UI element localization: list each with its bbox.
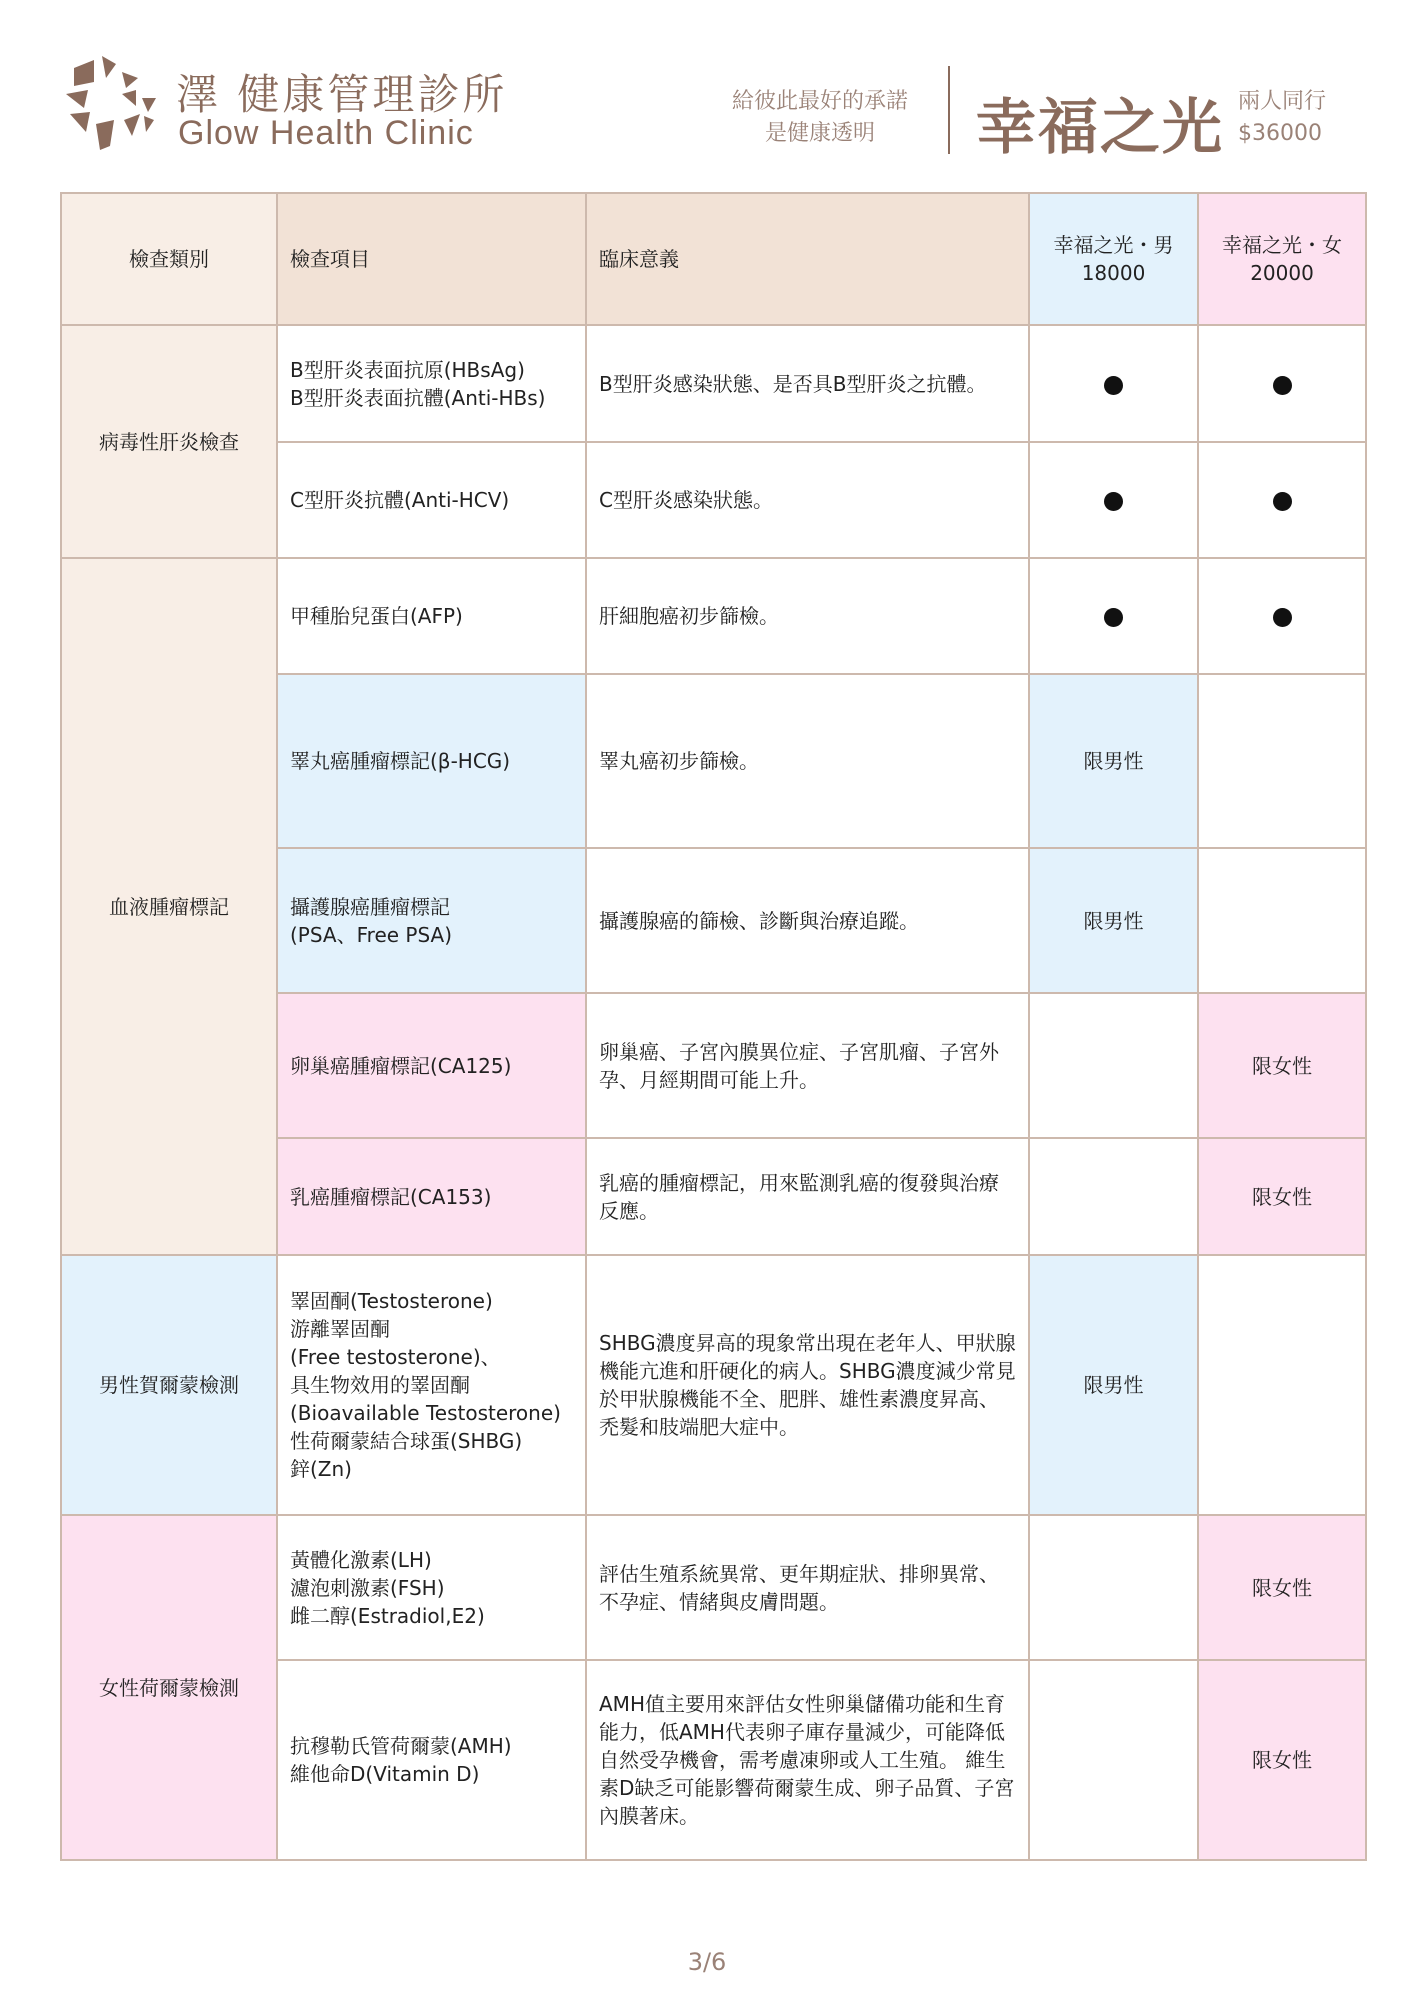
clinic-name-zh: 澤 健康管理診所 <box>176 70 508 119</box>
item-line: (Bioavailable Testosterone) <box>290 1401 561 1425</box>
item-line: 濾泡刺激素(FSH) <box>290 1575 445 1600</box>
meaning-cell: SHBG濃度昇高的現象常出現在老年人、甲狀腺機能亢進和肝硬化的病人。SHBG濃度減少常見於甲狀腺機能不全、肥胖、雄性素濃度昇高、禿髮和肢端肥大症中。 <box>586 1255 1029 1515</box>
meaning-cell: 肝細胞癌初步篩檢。 <box>586 558 1029 674</box>
item-line: 鋅(Zn) <box>290 1457 352 1481</box>
item-line: 黃體化激素(LH) <box>290 1547 432 1572</box>
exam-table <box>60 192 1367 1861</box>
item-line: 雌二醇(Estradiol,E2) <box>290 1603 485 1628</box>
header-category: 檢查類別 <box>61 193 277 325</box>
table-row <box>61 325 1366 442</box>
male-cell: 限男性 <box>1029 1255 1198 1515</box>
meaning-cell: 睪丸癌初步篩檢。 <box>586 674 1029 848</box>
table-row <box>61 558 1366 674</box>
page-header <box>0 0 1414 180</box>
meaning-cell: 攝護腺癌的篩檢、診斷與治療追蹤。 <box>586 848 1029 993</box>
item-cell <box>277 1515 586 1660</box>
female-cell <box>1198 674 1366 848</box>
package-note: 兩人同行 <box>1238 89 1327 114</box>
package-name: 幸福之光 <box>976 93 1224 163</box>
page-number: 3/6 <box>687 1948 727 1976</box>
clinic-logo-icon <box>66 54 158 154</box>
meaning-cell: 卵巢癌、子宮內膜異位症、子宮肌瘤、子宮外孕、月經期間可能上升。 <box>586 993 1029 1138</box>
female-cell <box>1198 558 1366 674</box>
item-cell <box>277 442 586 558</box>
header-divider <box>948 66 950 154</box>
filled-dot-icon <box>1273 492 1292 511</box>
item-line: 攝護腺癌腫瘤標記 <box>290 894 450 919</box>
male-cell <box>1029 442 1198 558</box>
female-cell <box>1198 442 1366 558</box>
item-line: 甲種胎兒蛋白(AFP) <box>290 604 463 628</box>
category-female-hormone: 女性荷爾蒙檢測 <box>61 1515 277 1860</box>
item-line: B型肝炎表面抗原(HBsAg) <box>290 357 525 382</box>
female-cell: 限女性 <box>1198 993 1366 1138</box>
female-cell: 限女性 <box>1198 1515 1366 1660</box>
male-cell <box>1029 558 1198 674</box>
header-meaning: 臨床意義 <box>586 193 1029 325</box>
meaning-cell: AMH值主要用來評估女性卵巢儲備功能和生育能力，低AMH代表卵子庫存量減少，可能降低自然受孕機會，需考慮凍卵或人工生殖。 維生素D缺乏可能影響荷爾蒙生成、卵子品質、子宮內膜著床。 <box>586 1660 1029 1860</box>
male-cell <box>1029 1138 1198 1255</box>
meaning-cell: 評估生殖系統異常、更年期症狀、排卵異常、不孕症、情緒與皮膚問題。 <box>586 1515 1029 1660</box>
header-male-name: 幸福之光・男 <box>1053 233 1174 257</box>
filled-dot-icon <box>1104 608 1123 627</box>
item-line: 游離睪固酮 <box>290 1317 390 1341</box>
female-cell: 限女性 <box>1198 1660 1366 1860</box>
header-female-name: 幸福之光・女 <box>1222 233 1342 257</box>
item-cell <box>277 993 586 1138</box>
female-cell: 限女性 <box>1198 1138 1366 1255</box>
item-cell <box>277 558 586 674</box>
table-header-row <box>61 193 1366 325</box>
item-cell <box>277 848 586 993</box>
clinic-name-en: Glow Health Clinic <box>178 114 474 152</box>
meaning-cell: B型肝炎感染狀態、是否具B型肝炎之抗體。 <box>586 325 1029 442</box>
meaning-cell: C型肝炎感染狀態。 <box>586 442 1029 558</box>
item-line: (PSA、Free PSA) <box>290 922 453 947</box>
filled-dot-icon <box>1273 608 1292 627</box>
category-tumor: 血液腫瘤標記 <box>61 558 277 1255</box>
category-male-hormone: 男性賀爾蒙檢測 <box>61 1255 277 1515</box>
header-male-price: 18000 <box>1081 261 1146 285</box>
slogan <box>700 86 940 150</box>
male-cell <box>1029 1660 1198 1860</box>
slogan-line-1: 給彼此最好的承諾 <box>731 89 908 114</box>
table-row <box>61 1255 1366 1515</box>
item-line: 具生物效用的睪固酮 <box>290 1373 470 1397</box>
header-female-price: 20000 <box>1250 261 1314 285</box>
meaning-cell: 乳癌的腫瘤標記，用來監測乳癌的復發與治療反應。 <box>586 1138 1029 1255</box>
female-cell <box>1198 848 1366 993</box>
package-price-block <box>1238 86 1326 150</box>
item-line: C型肝炎抗體(Anti-HCV) <box>290 488 510 512</box>
item-line: 乳癌腫瘤標記(CA153) <box>290 1184 492 1209</box>
item-line: 睪丸癌腫瘤標記(β-HCG) <box>290 749 511 773</box>
package-price: $36000 <box>1238 121 1322 146</box>
item-line: 卵巢癌腫瘤標記(CA125) <box>290 1053 512 1078</box>
male-cell <box>1029 1515 1198 1660</box>
item-line: 睪固酮(Testosterone) <box>290 1289 493 1313</box>
male-cell: 限男性 <box>1029 674 1198 848</box>
slogan-line-2: 是健康透明 <box>764 121 875 146</box>
item-cell <box>277 325 586 442</box>
header-item: 檢查項目 <box>277 193 586 325</box>
item-cell <box>277 1138 586 1255</box>
filled-dot-icon <box>1104 376 1123 395</box>
item-line: 抗穆勒氏管荷爾蒙(AMH) <box>290 1734 512 1758</box>
item-line: (Free testosterone)、 <box>290 1345 501 1369</box>
category-hepatitis: 病毒性肝炎檢查 <box>61 325 277 558</box>
male-cell <box>1029 993 1198 1138</box>
male-cell <box>1029 325 1198 442</box>
exam-table-wrapper <box>60 192 1359 1861</box>
header-male <box>1029 193 1198 325</box>
filled-dot-icon <box>1273 376 1292 395</box>
item-line: B型肝炎表面抗體(Anti-HBs) <box>290 385 546 410</box>
item-cell <box>277 1660 586 1860</box>
item-cell <box>277 1255 586 1515</box>
header-female <box>1198 193 1366 325</box>
filled-dot-icon <box>1104 492 1123 511</box>
item-cell <box>277 674 586 848</box>
female-cell <box>1198 1255 1366 1515</box>
female-cell <box>1198 325 1366 442</box>
table-row <box>61 1515 1366 1660</box>
item-line: 維他命D(Vitamin D) <box>290 1762 480 1786</box>
item-line: 性荷爾蒙結合球蛋(SHBG) <box>290 1429 523 1453</box>
male-cell: 限男性 <box>1029 848 1198 993</box>
